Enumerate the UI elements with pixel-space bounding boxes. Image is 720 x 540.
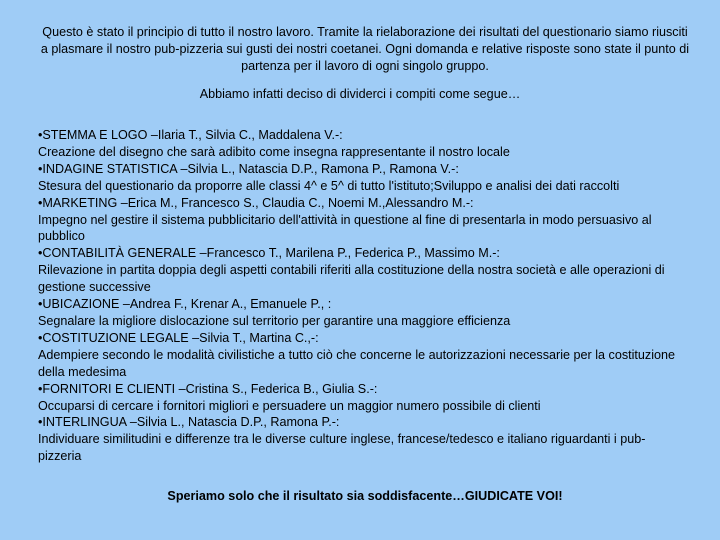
group-item — [38, 381, 688, 415]
group-description: Impegno nel gestire il sistema pubblicitario dell'attività in questione al fine di presentarla in modo persuasivo al pubblico — [38, 212, 652, 244]
group-list — [38, 127, 688, 465]
group-heading: •INDAGINE STATISTICA –Silvia L., Natascia D.P., Ramona P., Ramona V.-: — [38, 161, 459, 176]
intro-paragraph: Questo è stato il principio di tutto il nostro lavoro. Tramite la rielaborazione dei risultati del questionario siamo riusciti a plasmare il nostro pub-pizzeria sui gusti dei nostri coetanei. Ogni domanda e relative risposte sono state il punto di partenza per il lavoro di ogni singolo gruppo. — [40, 25, 690, 73]
group-description: Stesura del questionario da proporre alle classi 4^ e 5^ di tutto l'istituto;Sviluppo e analisi dei dati raccolti — [38, 178, 620, 193]
group-description: Individuare similitudini e differenze tra le diverse culture inglese, francese/tedesco e italiano riguardanti i pub-pizzeria — [38, 432, 646, 464]
group-description: Creazione del disegno che sarà adibito come insegna rappresentante il nostro locale — [38, 144, 510, 159]
group-heading: •INTERLINGUA –Silvia L., Natascia D.P., Ramona P.-: — [38, 415, 340, 430]
group-heading: •UBICAZIONE –Andrea F., Krenar A., Emanuele P., : — [38, 297, 332, 312]
group-item — [38, 195, 688, 246]
group-item — [38, 245, 688, 296]
group-heading: •FORNITORI E CLIENTI –Cristina S., Federica B., Giulia S.-: — [38, 381, 378, 396]
group-description: Occuparsi di cercare i fornitori migliori e persuadere un maggior numero possibile di clienti — [38, 398, 541, 413]
group-item — [38, 414, 688, 465]
closing-statement: Speriamo solo che il risultato sia soddisfacente…GIUDICATE VOI! — [167, 489, 563, 503]
subtitle: Abbiamo infatti deciso di dividerci i compiti come segue… — [199, 87, 521, 101]
group-heading: •CONTABILITÀ GENERALE –Francesco T., Marilena P., Federica P., Massimo M.-: — [38, 246, 500, 261]
group-heading: •MARKETING –Erica M., Francesco S., Claudia C., Noemi M.,Alessandro M.-: — [38, 195, 474, 210]
group-description: Segnalare la migliore dislocazione sul territorio per garantire una maggiore efficienza — [38, 313, 511, 328]
group-item — [38, 161, 688, 195]
group-heading: •STEMMA E LOGO –Ilaria T., Silvia C., Maddalena V.-: — [38, 128, 343, 142]
group-heading: •COSTITUZIONE LEGALE –Silvia T., Martina C.,-: — [38, 330, 319, 345]
group-description: Rilevazione in partita doppia degli aspetti contabili riferiti alla costituzione della nostra società e alle operazioni di gestione successive — [38, 263, 665, 295]
group-item — [38, 127, 688, 161]
group-item — [38, 330, 688, 381]
group-description: Adempiere secondo le modalità civilistiche a tutto ciò che concerne le autorizzazioni necessarie per la costituzione della medesima — [38, 347, 676, 379]
group-item — [38, 296, 688, 330]
